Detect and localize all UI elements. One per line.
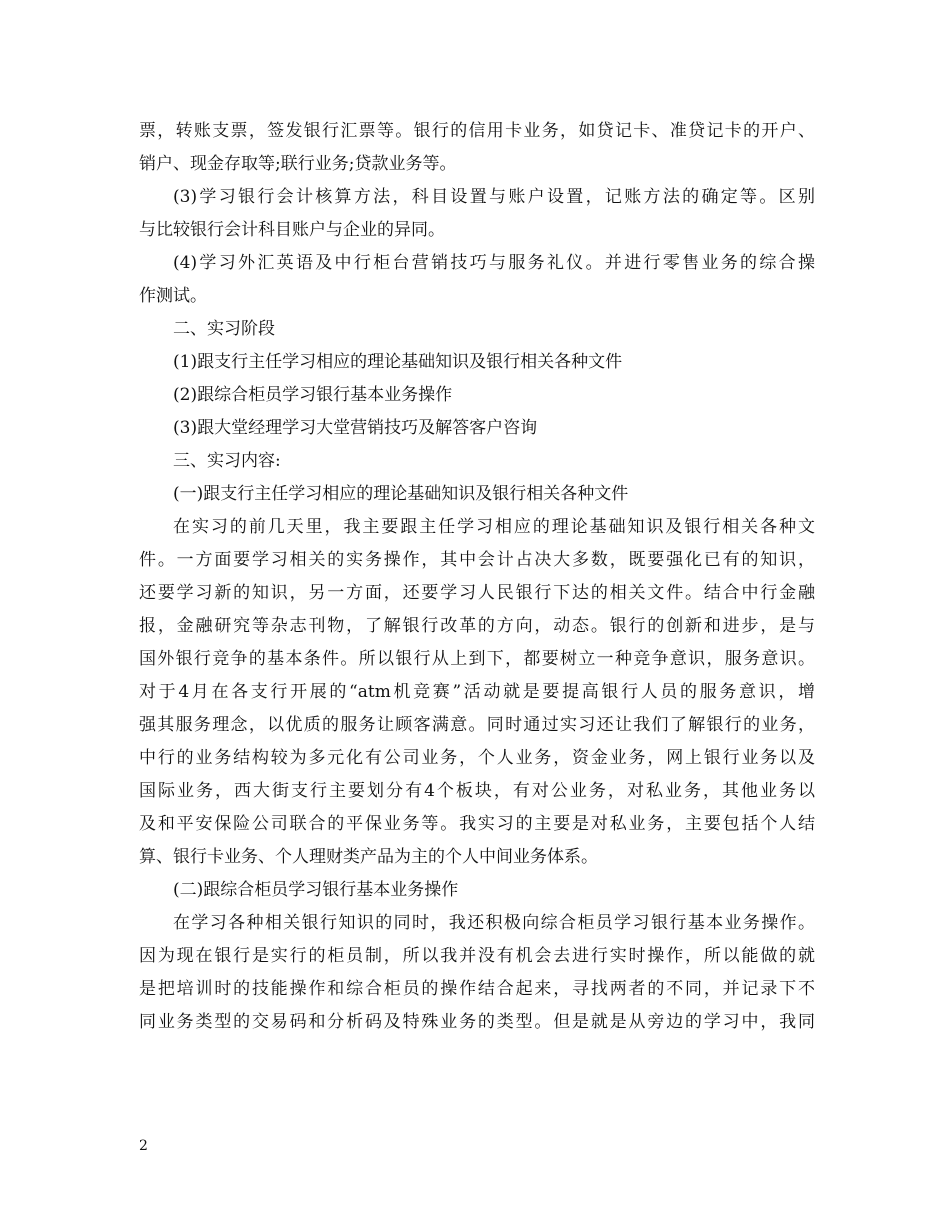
- text-line: (3)跟大堂经理学习大堂营销技巧及解答客户咨询: [173, 418, 538, 438]
- text-line: 在学习各种相关银行知识的同时，我还积极向综合柜员学习银行基本业务操作。: [173, 913, 815, 933]
- text-line: 还要学习新的知识，另一方面，还要学习人民银行下达的相关文件。结合中行金融: [139, 583, 815, 603]
- text-line: 强其服务理念，以优质的服务让顾客满意。同时通过实习还让我们了解银行的业务，: [139, 715, 815, 735]
- text-line: 报，金融研究等杂志刊物，了解银行改革的方向，动态。银行的创新和进步，是与: [139, 616, 815, 636]
- text-line: (3)学习银行会计核算方法，科目设置与账户设置，记账方法的确定等。区别: [173, 187, 815, 207]
- text-line: 三、实习内容:: [173, 451, 281, 471]
- text-line: 中行的业务结构较为多元化有公司业务，个人业务，资金业务，网上银行业务以及: [139, 748, 815, 768]
- text-line: 件。一方面要学习相关的实务操作，其中会计占决大多数，既要强化已有的知识，: [139, 550, 815, 570]
- text-line: 国外银行竞争的基本条件。所以银行从上到下，都要树立一种竞争意识，服务意识。: [139, 649, 815, 669]
- text-line: 是把培训时的技能操作和综合柜员的操作结合起来，寻找两者的不同，并记录下不: [139, 979, 815, 999]
- text-line: (二)跟综合柜员学习银行基本业务操作: [173, 880, 459, 900]
- text-line: 票，转账支票，签发银行汇票等。银行的信用卡业务，如贷记卡、准贷记卡的开户、: [139, 121, 815, 141]
- text-line: 二、实习阶段: [173, 319, 275, 339]
- text-line: 同业务类型的交易码和分析码及特殊业务的类型。但是就是从旁边的学习中，我同: [139, 1012, 815, 1032]
- page-number: 2: [139, 1138, 148, 1154]
- text-line: 国际业务，西大街支行主要划分有4个板块，有对公业务，对私业务，其他业务以: [139, 781, 815, 801]
- text-line: 算、银行卡业务、个人理财类产品为主的个人中间业务体系。: [139, 847, 598, 867]
- text-line: 及和平安保险公司联合的平保业务等。我实习的主要是对私业务，主要包括个人结: [139, 814, 815, 834]
- text-line: 与比较银行会计科目账户与企业的异同。: [139, 220, 445, 240]
- text-line: 在实习的前几天里，我主要跟主任学习相应的理论基础知识及银行相关各种文: [173, 517, 815, 537]
- document-body: [139, 115, 815, 1039]
- text-line: 销户、现金存取等;联行业务;贷款业务等。: [139, 154, 457, 174]
- text-line: 对于4月在各支行开展的“atm机竞赛”活动就是要提高银行人员的服务意识，增: [139, 682, 815, 702]
- text-line: (1)跟支行主任学习相应的理论基础知识及银行相关各种文件: [173, 352, 623, 372]
- text-line: (2)跟综合柜员学习银行基本业务操作: [173, 385, 453, 405]
- text-line: (4)学习外汇英语及中行柜台营销技巧与服务礼仪。并进行零售业务的综合操: [173, 253, 815, 273]
- text-line: 作测试。: [139, 286, 207, 306]
- text-line: (一)跟支行主任学习相应的理论基础知识及银行相关各种文件: [173, 484, 629, 504]
- text-line: 因为现在银行是实行的柜员制，所以我并没有机会去进行实时操作，所以能做的就: [139, 946, 815, 966]
